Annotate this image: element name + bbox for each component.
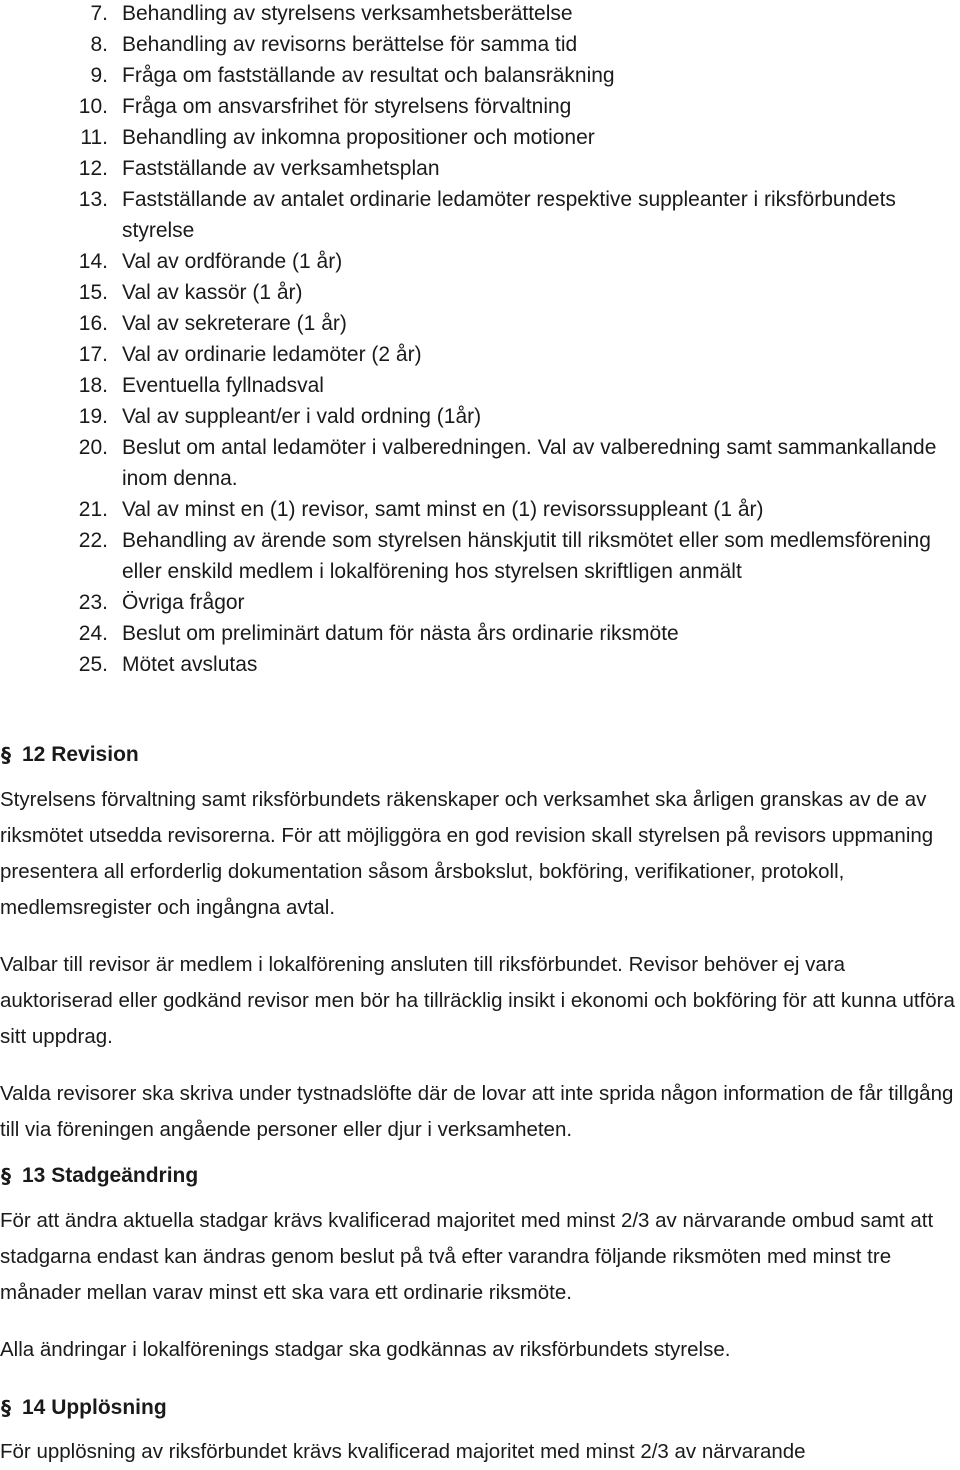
svg-text:§: § [1, 743, 11, 767]
item-number: 10. [78, 95, 108, 118]
section-heading-upplosning [0, 1393, 167, 1423]
item-number: 22. [78, 529, 108, 552]
item-text: Eventuella fyllnadsval [122, 374, 324, 397]
section-sign-icon [0, 1163, 18, 1189]
list-item [0, 153, 960, 184]
svg-text:§: § [1, 1164, 11, 1188]
item-text: Fråga om ansvarsfrihet för styrelsens förvaltning [122, 95, 572, 118]
item-text: Behandling av inkomna propositioner och motioner [122, 126, 595, 149]
item-text: Val av ordförande (1 år) [122, 250, 343, 273]
item-text: Val av minst en (1) revisor, samt minst en (1) revisorssuppleant (1 år) [122, 498, 764, 521]
item-number: 8. [90, 33, 108, 56]
paragraph: Valbar till revisor är medlem i lokalförening ansluten till riksförbundet. Revisor behöver ej vara auktoriserad eller godkänd revisor men bör ha tillräcklig insikt i ekonomi och bokföring för att kunna utföra sitt uppdrag. [0, 953, 955, 1048]
section-heading-revision [0, 740, 139, 770]
item-text: Val av ordinarie ledamöter (2 år) [122, 343, 422, 366]
item-text: Beslut om antal ledamöter i valberedningen. Val av valberedning samt sammankallande inom denna. [122, 436, 937, 490]
heading-text: 14 Upplösning [22, 1396, 167, 1419]
list-item [0, 91, 960, 122]
item-number: 9. [90, 64, 108, 87]
item-number: 16. [78, 312, 108, 335]
list-item [0, 277, 960, 308]
item-number: 24. [78, 622, 108, 645]
item-number: 18. [78, 374, 108, 397]
item-number: 11. [80, 126, 108, 149]
list-item [0, 29, 960, 60]
item-text: Val av suppleant/er i vald ordning (1år) [122, 405, 482, 428]
item-number: 15. [78, 281, 108, 304]
list-item [0, 184, 960, 246]
agenda-list [0, 0, 960, 680]
svg-text:§: § [1, 1396, 11, 1420]
item-number: 25. [78, 653, 108, 676]
list-item [0, 525, 960, 587]
list-item [0, 60, 960, 91]
item-number: 12. [78, 157, 108, 180]
section-sign-icon [0, 1395, 18, 1421]
list-item [0, 432, 960, 494]
item-text: Fastställande av verksamhetsplan [122, 157, 440, 180]
item-number: 17. [78, 343, 108, 366]
item-text: Val av kassör (1 år) [122, 281, 303, 304]
item-number: 20. [78, 436, 108, 459]
list-item [0, 401, 960, 432]
heading-text: 13 Stadgeändring [22, 1164, 199, 1187]
item-number: 23. [78, 591, 108, 614]
list-item [0, 649, 960, 680]
item-text: Fastställande av antalet ordinarie ledamöter respektive suppleanter i riksförbundets styrelse [122, 188, 896, 242]
item-text: Beslut om preliminärt datum för nästa års ordinarie riksmöte [122, 622, 679, 645]
paragraph: Styrelsens förvaltning samt riksförbundets räkenskaper och verksamhet ska årligen granskas av de av riksmötet utsedda revisorerna. För att möjliggöra en god revision skall styrelsen på revisors uppmaning presentera all erforderlig dokumentation såsom årsbokslut, bokföring, verifikationer, protokoll, medlemsregister och ingångna avtal. [0, 788, 934, 919]
list-item [0, 339, 960, 370]
item-text: Mötet avslutas [122, 653, 258, 676]
paragraph: För upplösning av riksförbundet krävs kvalificerad majoritet med minst 2/3 av närvarande [0, 1440, 806, 1463]
section-heading-stadgeandring [0, 1161, 198, 1191]
list-item [0, 494, 960, 525]
item-number: 14. [78, 250, 108, 273]
list-item [0, 370, 960, 401]
list-item [0, 122, 960, 153]
item-text: Övriga frågor [122, 591, 245, 614]
paragraph: Valda revisorer ska skriva under tystnadslöfte där de lovar att inte sprida någon information de får tillgång till via föreningen angående personer eller djur i verksamheten. [0, 1082, 954, 1141]
item-number: 19. [78, 405, 108, 428]
item-text: Val av sekreterare (1 år) [122, 312, 347, 335]
paragraph: För att ändra aktuella stadgar krävs kvalificerad majoritet med minst 2/3 av närvarande ombud samt att stadgarna endast kan ändras genom beslut på två efter varandra följande riksmöten med minst tre månader mellan varav minst ett ska vara ett ordinarie riksmöte. [0, 1209, 934, 1304]
paragraph: Alla ändringar i lokalförenings stadgar ska godkännas av riksförbundets styrelse. [0, 1338, 731, 1361]
list-item [0, 587, 960, 618]
heading-text: 12 Revision [22, 743, 139, 766]
item-text: Behandling av ärende som styrelsen hänskjutit till riksmötet eller som medlemsförening eller enskild medlem i lokalförening hos styrelsen skriftligen anmält [122, 529, 931, 583]
list-item [0, 246, 960, 277]
item-text: Behandling av revisorns berättelse för samma tid [122, 33, 578, 56]
section-sign-icon [0, 742, 18, 768]
item-number: 21. [78, 498, 108, 521]
item-number: 13. [78, 188, 108, 211]
item-number: 7. [90, 2, 108, 25]
list-item [0, 308, 960, 339]
list-item [0, 0, 960, 29]
item-text: Behandling av styrelsens verksamhetsberättelse [122, 2, 573, 25]
item-text: Fråga om fastställande av resultat och balansräkning [122, 64, 615, 87]
list-item [0, 618, 960, 649]
